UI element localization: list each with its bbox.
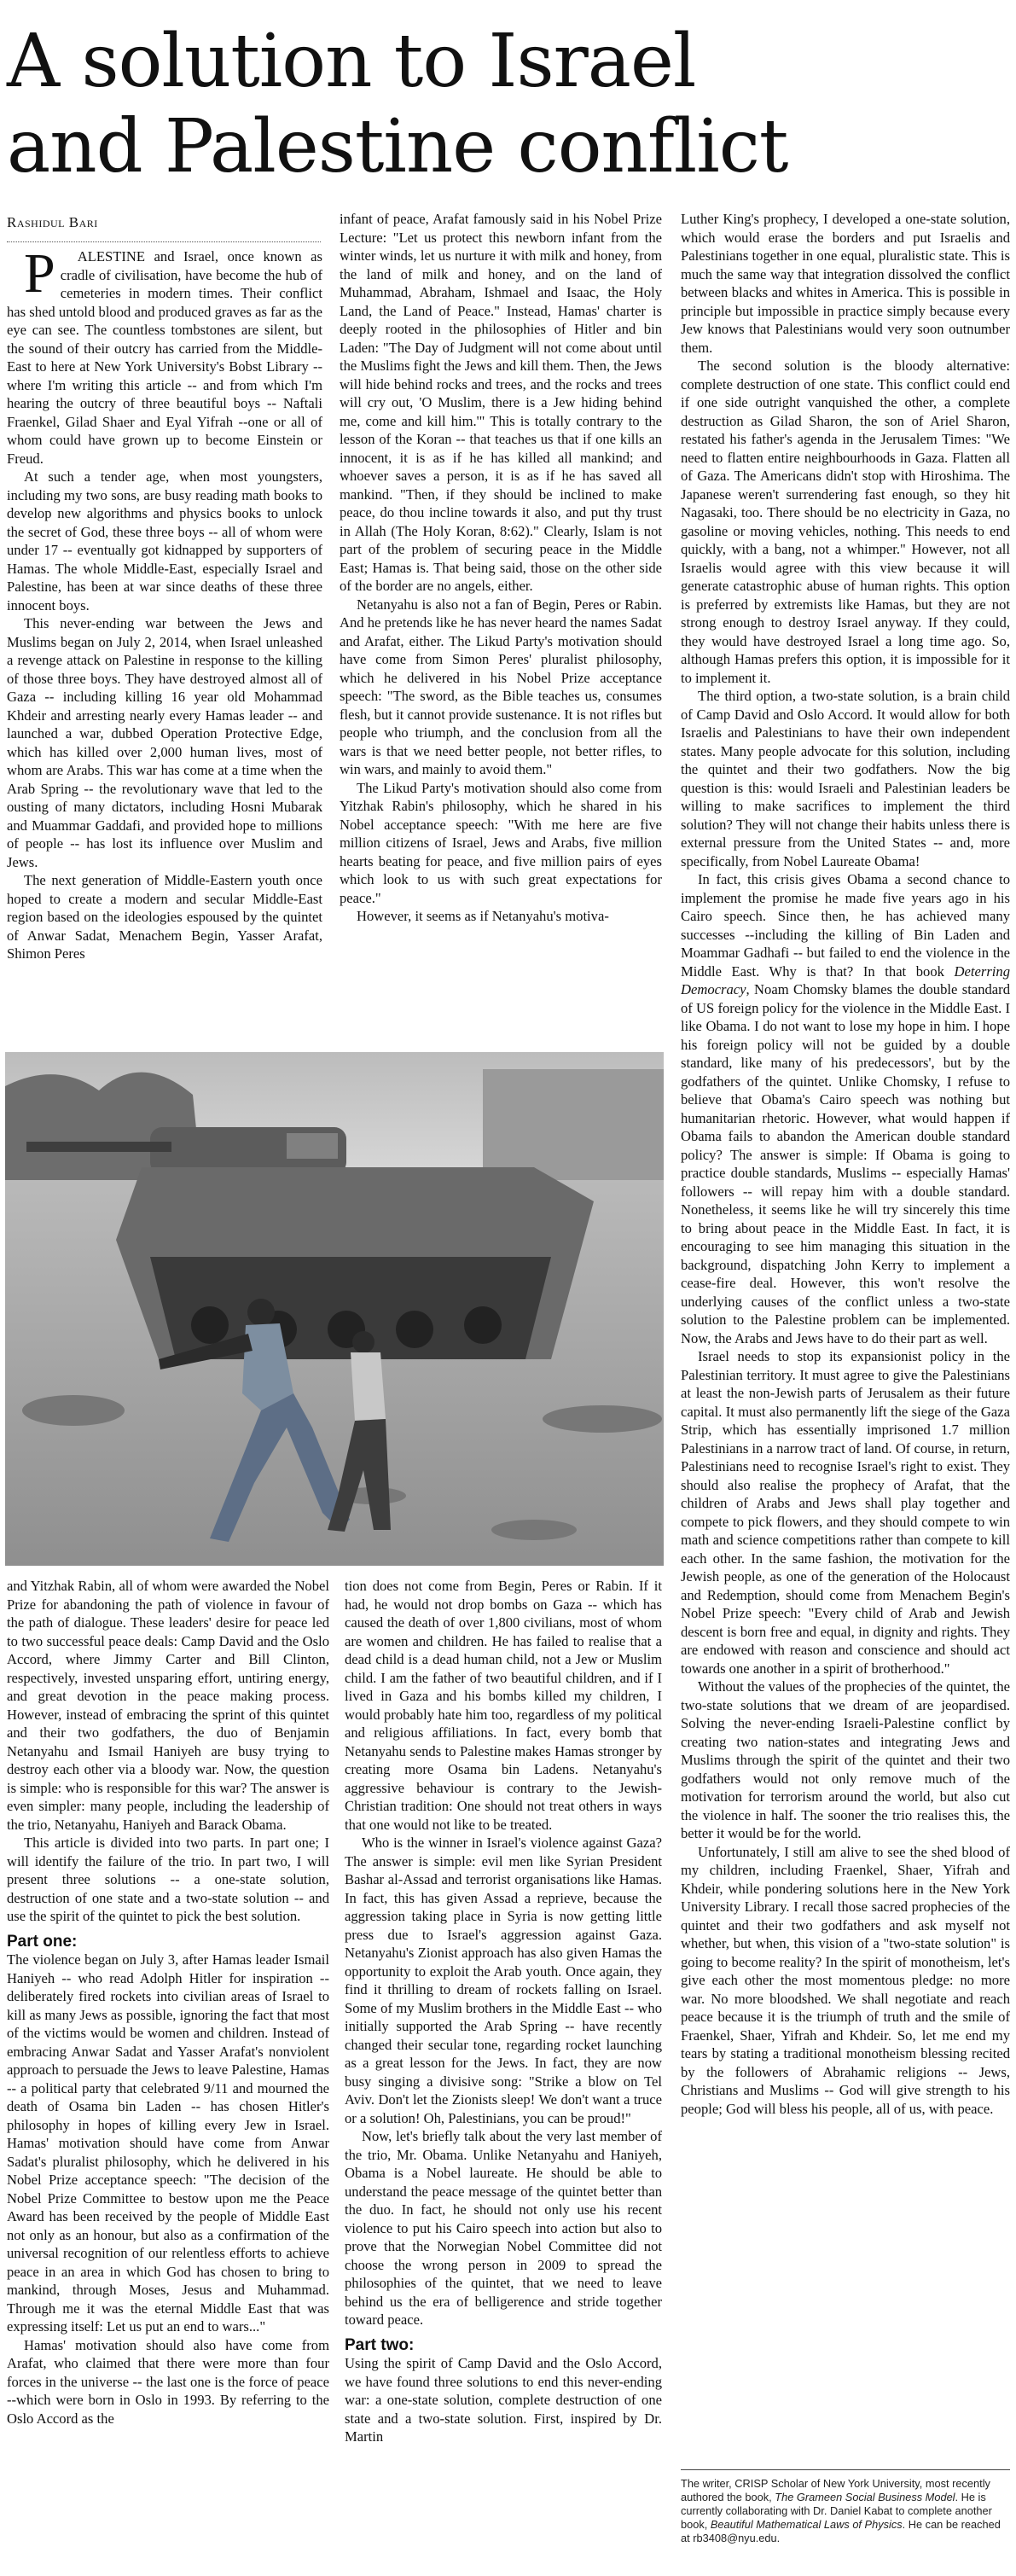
paragraph <box>340 210 662 596</box>
paragraph-text: The second solution is the bloody alternative: complete destruction of one state. This conflict could end if one side outright vanquished the other, a complete destruction as Gilad Sharon, the son of Ariel Sharon, restated his father's agenda in the Jerusalem Times: "We need to flatten entire neighbourhoods in Gaza. Flatten all of Gaza. The Americans didn't stop with Hiroshima. The Japanese weren't surrendering fast enough, so they hit Nagasaki, too. There should be no electricity in Gaza, no gasoline or moving vehicles, nothing. This needs to end quickly, with a bang, not a whimper." However, not all Israelis would agree with this view because it will generate catastrophic abuse of human rights. This option is preferred by extremists like Hamas, but they are not strong enough to destroy Israel anyway. If they could, they would have destroyed Israel a long time ago. So, although Hamas prefers this option, it is impossible for it to implement it. <box>681 358 1010 686</box>
paragraph-text: Israel needs to stop its expansionist policy in the Palestinian territory. It must agree to give the Palestinians at least the non-Jewish parts of Jerusalem as their future capital. It must also permanently lift the siege of the Gaza Strip, which has essentially imprisoned 1.7 million Palestinians in a narrow tract of land. Of course, in return, Palestinians need to recognise Israel's right to exist. They should also realise the prophecy of Arafat, that the children of Arabs and Jews shall play together and compete to pick flowers, and they should compete to win math and science competitions rather than compete to kill each other. In the same fashion, the motivation for the Jewish people, as one of the generation of the Holocaust and Redemption, should come from Menachem Begin's Nobel Prize speech: "Every child of Arab and Jewish descent is born free and equal, in dignity and rights. They are endowed with reason and conscience and should act towards one another in a spirit of brotherhood." <box>681 1348 1010 1677</box>
paragraph <box>345 1834 662 2127</box>
column-1-bottom <box>7 1577 329 2576</box>
paragraph <box>7 1951 329 2336</box>
paragraph-text: However, it seems as if Netanyahu's motiva- <box>357 908 609 924</box>
paragraph <box>340 596 662 779</box>
column-2-bottom <box>345 1577 662 2576</box>
paragraph-text: ALESTINE and Israel, once known as cradle of civilisation, have become the hub of cemeteries in modern times. Their conflict has shed untold blood and produced graves as far as the eye can see. The countless tombstones are silent, but the sound of their outcry has carried from the Middle-East to here at New York University's Bobst Library -- where I'm writing this article -- and from which I'm hearing the outcry of three beautiful boys -- Naftali Fraenkel, Gilad Shaer and Eyal Yifrah --one or all of whom could have grown up to become Einstein or Freud. <box>7 248 322 467</box>
paragraph-text: The next generation of Middle-Eastern youth once hoped to create a modern and secular Middle-East region based on the ideologies espoused by the quintet of Anwar Sadat, Menachem Begin, Yasser Arafat, Shimon Peres <box>7 872 322 962</box>
paragraph-text: The violence began on July 3, after Hamas leader Ismail Haniyeh -- who read Adolph Hitler for inspiration -- deliberately fired rockets into civilian areas of Israel to kill as many Jews as possible, ignoring the fact that most of the victims would be women and children. Instead of embracing Anwar Sadat and Yasser Arafat's nonviolent approach to persuade the Jews to leave Palestine, Hamas -- a political party that celebrated 9/11 and mourned the death of Osama bin Laden -- has chosen Hitler's philosophy in hopes of killing every Jew in Israel. Hamas' motivation should have come from Anwar Sadat's pluralist philosophy, which he delivered in his Nobel Prize acceptance speech: "The decision of the Nobel Prize Committee to bestow upon me the Peace Award has been received by the people of Middle East not only as an honour, but also as a confirmation of the universal recognition of our relentless efforts to achieve peace in an area in which God has chosen to bring to mankind, through Moses, Jesus and Muhammad. Through me it was the eternal Middle East that was expressing itself: Let us put an end to wars..." <box>7 1951 329 2335</box>
paragraph <box>681 1678 1010 1843</box>
byline: Rashidul Bari <box>7 214 98 230</box>
paragraph-text: Hamas' motivation should also have come from Arafat, who claimed that there were more than four forces in the universe -- the last one is the force of peace --which were born in Oslo in 1993. By referring to the Oslo Accord as the <box>7 2336 329 2427</box>
paragraph-text: Luther King's prophecy, I developed a one-state solution, which would erase the borders and put Israelis and Palestinians together in one equal, pluralistic state. This is much the same way that integration dissolved the conflict between blacks and whites in America. This is possible in principle but impossible in practice simply because every Jew knows that Palestinians would very soon outnumber them. <box>681 211 1010 356</box>
paragraph-text: Without the values of the prophecies of the quintet, the two-state solutions that we dream of are jeopardised. Solving the never-ending Israeli-Palestine conflict by creating two nation-states and integrating Jews and Muslims through the spirit of the quintet and their two godfathers would not only remove much of the motivation for terrorism around the world, but also cut the violence in half. The sooner the trio realises this, the better it would be for the world. <box>681 1678 1010 1841</box>
headline-line-1: A solution to Israel <box>7 19 696 104</box>
column-3 <box>681 210 1010 2463</box>
paragraph-text: Using the spirit of Camp David and the Oslo Accord, we have found three solutions to end this never-ending war: a one-state solution, complete destruction of one state and a two-state solution. First, inspired by Dr. Martin <box>345 2355 662 2445</box>
paragraph <box>7 2336 329 2428</box>
column-1-top <box>7 247 322 1037</box>
paragraph-text: Unfortunately, I still am alive to see the shed blood of my children, including Fraenkel, Shaer, Yifrah and Khdeir, while pondering solutions here in the New York University Library. I recall those sacred prophecies of the quintet and their two godfathers and ask myself not whether, but when, this vision of a "two-state solution" is going to become reality? In the spirit of monotheism, let's give each other the most momentous pledge: no more war. No more bloodshed. We shall negotiate and reach peace because it is the triumph of truth and the smile of Fraenkel, Shaer, Yifrah and Khdeir. So, let me end my tears by stating a traditional monotheism blessing recited by the followers of Abrahamic religions -- Jews, Christians and Muslims -- God will give strength to his people; God will bless his people, all of us, with peace. <box>681 1843 1010 2117</box>
paragraph-text: Netanyahu is also not a fan of Begin, Peres or Rabin. And he pretends like he has never heard the names Sadat and Arafat, either. The Likud Party's motivation should have come from Simon Peres' pluralist philosophy, which he delivered in his Nobel Prize acceptance speech: "The sword, as the Bible teaches us, consumes flesh, but it cannot provide sustenance. It is not rifles but people who triumph, and the conclusion from all the wars is that we need better people, not better rifles, to win wars, and mainly to avoid them." <box>340 596 662 777</box>
paragraph-text: infant of peace, Arafat famously said in his Nobel Prize Lecture: "Let us protect this newborn infant from the winter winds, let us nurture it with milk and honey, from the land of milk and honey, and on the land of Muhammad, Abraham, Ishmael and Isaac, the Holy Land, the Land of Peace." Instead, Hamas' charter is deeply rooted in the philosophies of Hitler and bin Laden: "The Day of Judgment will not come about until the Muslims fight the Jews and kill them. Then, the Jews will hide behind rocks and trees, and the rocks and trees will cry out, 'O Muslim, there is a Jew hiding behind me, come and kill him.'" This is totally contrary to the lesson of the Koran -- that teaches us that if one kills an innocent, it is as if he has killed all mankind; and whoever saves a person, it is as if he has saved all mankind. "Then, if they should be inclined to make peace, do thou incline towards it also, and put thy trust in Allah (The Holy Koran, 8:62)." Clearly, Islam is not part of the problem of securing peace in the Middle East; Hamas is. That being said, those on the other side of the border are no angels, either. <box>340 211 662 594</box>
paragraph-text: This article is divided into two parts. In part one; I will identify the failure of the trio. In part two, I will present three solutions -- a one-state solution, destruction of one state and a two-state solution -- and use the spirit of the quintet to pick the best solution. <box>7 1835 329 1924</box>
paragraph <box>340 779 662 908</box>
paragraph <box>345 1577 662 1834</box>
section-heading: Part one: <box>7 1932 78 1951</box>
bio-book-2: Beautiful Mathematical Laws of Physics <box>710 2518 903 2531</box>
paragraph-text: In fact, this crisis gives Obama a second chance to implement the promise he made five years ago in his Cairo speech. Since then, he has achieved many successes --including the killing of Bin Laden and Moammar Gadhafi -- but failed to end the violence in the Middle East. Why is that? In that book <box>681 871 1010 980</box>
section-heading: Part two: <box>345 2335 415 2354</box>
paragraph-text: Who is the winner in Israel's violence against Gaza? The answer is simple: evil men like Syrian President Bashar al-Assad and terrorist organisations like Hamas. In fact, this has given Assad a reprieve, because the aggression taking place in Syria is now getting little press due to Israel's aggression against Gaza. Netanyahu's Zionist approach has also given Hamas the opportunity to exploit the Arab youth. Once again, they find it thrilling to dream of rockets falling on Israel. Some of my Muslim brothers in the Middle East -- who initially supported the Arab Spring -- have recently changed their secular tone, regarding rocket launching as a great lesson for the Jews. In fact, they are now busy singing a divisive song: "Strike a blow on Tel Aviv. Don't let the Zionists sleep! We don't want a truce or a solution! Oh, Palestinians, you can be proud!" <box>345 1835 662 2126</box>
paragraph-text: and Yitzhak Rabin, all of whom were awarded the Nobel Prize for abandoning the path of violence in favour of the path of dialogue. These leaders' desire for peace led to two successful peace deals: Camp David and the Oslo Accord, where Jimmy Carter and Bill Clinton, respectively, invested unsparing effort, untiring energy, and great devotion in the peace making process. However, instead of embracing the sprint of this quintet and their two godfathers, the duo of Benjamin Netanyahu and Ismail Haniyeh are busy trying to destroy each other via a bloody war. Now, the question is simple: who is responsible for this war? The answer is even simpler: many people, including the leadership of the trio, Netanyahu, Haniyeh and Barack Obama. <box>7 1578 329 1833</box>
bio-text-3: . He can be reached at rb3408@nyu.edu. <box>681 2518 1001 2544</box>
paragraph-text: At such a tender age, when most youngsters, including my two sons, are busy reading math books to develop new algorithms and physics books to unlock the secret of God, these three boys -- all of whom were under 17 -- eventually got kidnapped by supporters of Hamas. The whole Middle-East, especially Israel and Palestine, has been at war since deaths of these three innocent boys. <box>7 468 322 613</box>
news-photo <box>5 1052 664 1566</box>
paragraph <box>7 1577 329 1834</box>
book-title: Deterring Democracy <box>681 962 1010 997</box>
paragraph-text: tion does not come from Begin, Peres or Rabin. If it had, he would not drop bombs on Gaza -- which has caused the death of over 1,800 civilians, most of whom are women and children. He has failed to realise that a dead child is a dead human child, not a Jew or Muslim child. I am the father of two beautiful children, and if I lived in Gaza and his bombs killed my children, I would probably hate him too, regardless of my political and religious affiliations. In fact, every bomb that Netanyahu sends to Palestine makes Hamas stronger by creating more Osama bin Ladens. Netanyahu's aggressive behaviour is contrary to the Jewish-Christian tradition: One should not treat others in ways that one would not like to be treated. <box>345 1578 662 1833</box>
paragraph <box>681 1843 1010 2119</box>
bio-book-1: The Grameen Social Business Model <box>775 2491 955 2503</box>
bio-text-2: . He is currently collaborating with Dr. Daniel Kabat to complete another book, <box>681 2491 992 2531</box>
paragraph <box>345 2354 662 2446</box>
byline-rule <box>7 241 321 242</box>
paragraph <box>7 1834 329 1926</box>
paragraph <box>7 871 322 963</box>
author-bio <box>681 2469 1010 2545</box>
paragraph-text: The third option, a two-state solution, is a brain child of Camp David and Oslo Accord. It would allow for both Israelis and Palestinians to have their own independent states. Many people advocate for this solution, including the quintet and their two godfathers. Now the big question is this: would Israeli and Palestinian leaders be willing to make sacrifices to implement the third solution? They will not change their habits unless there is external pressure from the United States -- and, more specifically, from Nobel Laureate Obama! <box>681 688 1010 869</box>
paragraph <box>681 210 1010 357</box>
paragraph <box>681 357 1010 687</box>
paragraph <box>345 2127 662 2329</box>
paragraph-text: , Noam Chomsky blames the double standard of US foreign policy for the violence in the Middle East. I like Obama. I do not want to lose my hope in him. I hope his foreign policy will not be guided by a double standard, like many of his predecessors', but by the godfathers of the quintet. Unlike Chomsky, I refuse to believe that Obama's Cairo speech was nothing but humanitarian rhetoric. However, what would happen if Obama fails to abandon the American double standard policy? The answer is simple: If Obama is going to practice double standards, Muslims -- especially Hamas' followers -- will repay him with a double standard. Nonetheless, it seems like he will try sincerely this time to bring about peace in the Middle East. In fact, it is encouraging to see him managing this situation in the background, dispatching John Kerry to implement a cease-fire deal. However, this won't resolve the underlying causes of the conflict unless a two-state solution to the Palestine problem can be implemented. Now, the Arabs and Jews have to do their part as well. <box>681 981 1010 1346</box>
paragraph-text: This never-ending war between the Jews and Muslims began on July 2, 2014, when Israel unleashed a revenge attack on Palestine in response to the killing of those three boys. They have destroyed almost all of Gaza -- including killing 16 year old Mohammad Khdeir and arresting nearly every Hamas leader -- and launched a war, dubbed Operation Protective Edge, which has killed over 2,000 human lives, most of whom are Arabs. This war has come at a time when the Arab Spring -- the revolutionary wave that led to the ousting of many dictators, including Hosni Mubarak and Muammar Gaddafi, and provided hope to millions of people -- has lost its influence over Muslim and Jews. <box>7 615 322 870</box>
paragraph <box>340 907 662 926</box>
paragraph <box>681 1347 1010 1678</box>
drop-cap: P <box>24 247 55 305</box>
headline <box>7 19 1009 189</box>
paragraph <box>7 614 322 871</box>
paragraph <box>681 687 1010 870</box>
paragraph-text: Now, let's briefly talk about the very last member of the trio, Mr. Obama. Unlike Netanyahu and Haniyeh, Obama is a Nobel laureate. He should be able to understand the peace message of the quintet better than the duo. In fact, he should not only use his recent violence to put his Cairo speech into action but also to prove that the Norwegian Nobel Committee did not choose the wrong person in 2009 to spread the philosophies of the quintet, that we need to leave behind us the era of belligerence and stride together toward peace. <box>345 2128 662 2328</box>
column-2-top <box>340 210 662 1050</box>
headline-line-2: and Palestine conflict <box>7 104 788 189</box>
paragraph <box>7 247 322 468</box>
bio-text-1: The writer, CRISP Scholar of New York University, most recently authored the book, <box>681 2477 990 2503</box>
paragraph-text: The Likud Party's motivation should also come from Yitzhak Rabin's philosophy, which he shared in his Nobel acceptance speech: "With me here are five million citizens of Israel, Jews and Arabs, five million hearts beating for peace, and five million pairs of eyes which look to us with such great expectations for peace." <box>340 779 662 906</box>
paragraph <box>681 870 1010 1347</box>
paragraph <box>7 468 322 614</box>
